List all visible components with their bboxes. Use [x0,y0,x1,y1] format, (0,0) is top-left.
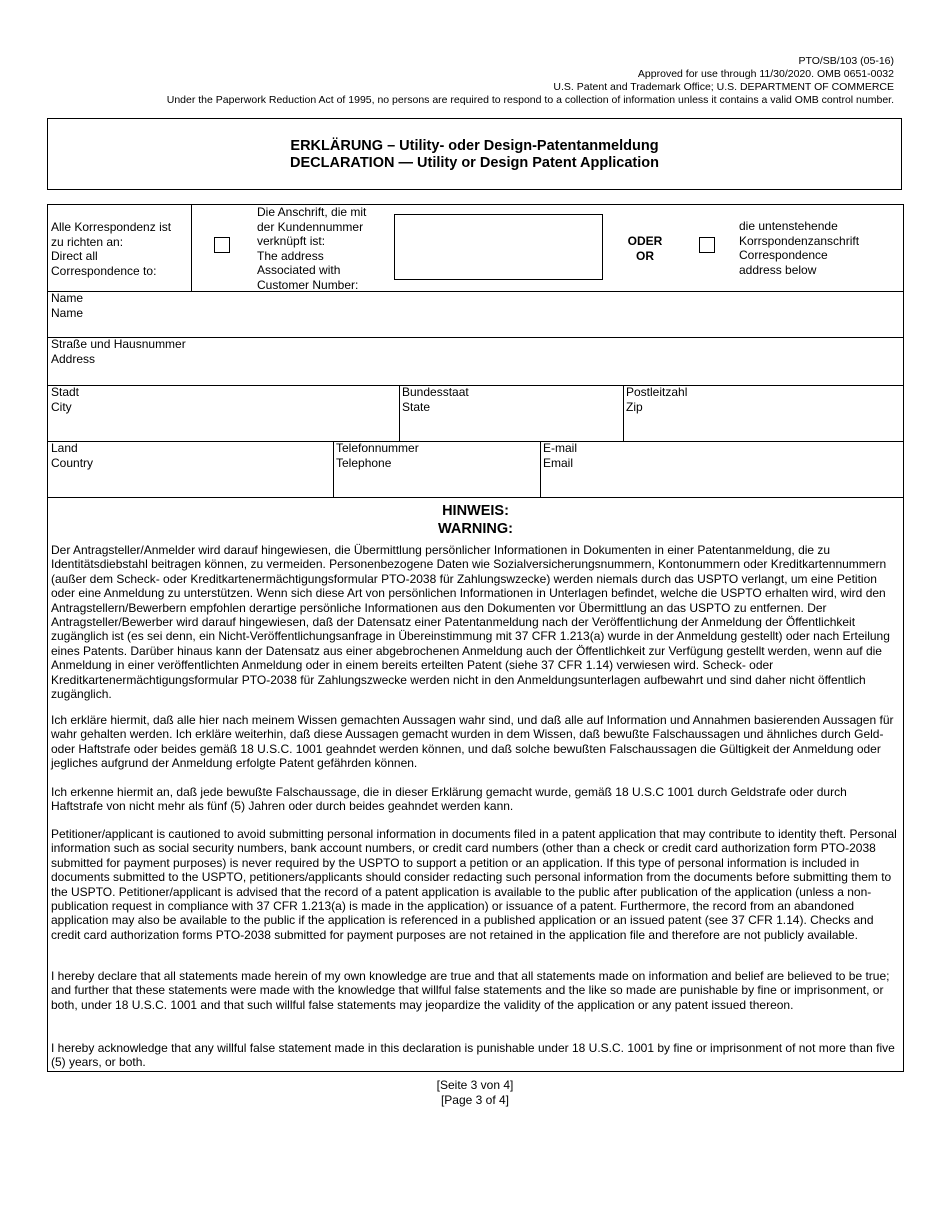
customer-number-input[interactable] [394,214,603,280]
address-field[interactable]: Straße und Hausnummer Address [51,337,186,366]
row-divider [48,291,903,292]
customer-number-label: Die Anschrift, die mit der Kundennummer verknüpft ist: The address Associated with Customer Number: [257,205,367,292]
warning-title: HINWEIS: WARNING: [438,503,513,537]
or-label: ODER OR [627,234,663,263]
city-field[interactable]: Stadt City [51,385,80,414]
divider [399,385,400,441]
address-below-label: die untenstehende Korrspondenzanschrift Correspondence address below [739,219,860,277]
row-divider [48,497,903,498]
form-number: PTO/SB/103 (05-16) [798,55,894,67]
name-field[interactable]: Name Name [51,291,84,320]
acknowledgement-paragraph-de: Ich erkenne hiermit an, daß jede bewußte Falschaussage, die in dieser Erklärung gemacht wurde, gemäß 18 U.S.C 1001 durch Geldstrafe oder durch Haftstrafe von nicht mehr als fünf (5) Jahren oder durch beides geahndet werden kann. [51,785,847,814]
warning-paragraph-de-1: Der Antragsteller/Anmelder wird darauf hingewiesen, die Übermittlung persönlicher Informationen in Dokumenten in einer Patentanmeldung, die zu Identitätsdiebstahl beitragen können, zu vermeiden. Personenbezogene Daten wie Sozialversicherungsnummern, Kontonummern oder Kreditkartennummern (außer dem Scheck- oder Kreditkartenermächtigungsformular PTO-2038 für Zahlungswzecke) werden niemals durch das USPTO verlangt, um eine Petition oder eine Anmeldung zu unterstützen. Wenn sich diese Art von persönlichen Informationen in Unterlagen befindet, welche die USPTO erhalten wird, wird den Antragstellern/Bewerbern empfohlen derartige persönliche Informationen aus den Dokumenten vor Übermittlung an das USPTO zu entfernen. Der Antragsteller/Bewerber wird darauf hingewiesen, daß der Datensatz einer Patentanmeldung nach der Veröffentlichung der Anmeldung der Öffentlichkeit zugänglich ist (es sei denn, ein Nicht-Veröffentlichungsanfrage in Übereinstimmung mit 37 CFR 1.213(a) wurde in der Anmeldung gestellt) oder nach Erteilung eines Patents. Darüber hinaus kann der Datensatz aus einer abgebrochenen Anmeldung auch der Öffentlichkeit zur Verfügung gestellt werden, wenn auf die Anmeldung in einer veröffentlichten Anmeldung oder in einem bereits erteilten Patent (siehe 37 CFR 1.14) verwiesen wird. Scheck- oder Kreditkartenermächtigungsformular PTO-2038 für Zahlungszwecke werden nicht in den Anmeldungsunterlagen aufbewahrt und sind daher nicht öffentlich zugänglich. [51,543,890,702]
title-english: DECLARATION — Utility or Design Patent Application [290,155,659,171]
row-divider [48,385,903,386]
agency-line: U.S. Patent and Trademark Office; U.S. DEPARTMENT OF COMMERCE [553,81,894,93]
state-field[interactable]: Bundesstaat State [402,385,469,414]
divider [623,385,624,441]
acknowledgement-paragraph-en: I hereby acknowledge that any willful false statement made in this declaration is punishable under 18 U.S.C. 1001 by fine or imprisonment of not more than five (5) years, or both. [51,1041,895,1070]
omb-approval: Approved for use through 11/30/2020. OMB 0651-0032 [637,68,894,80]
title-german: ERKLÄRUNG – Utility- oder Design-Patentanmeldung [290,138,659,154]
divider [191,205,192,291]
divider [333,441,334,497]
email-field[interactable]: E-mail Email [543,441,578,470]
declaration-paragraph-en: I hereby declare that all statements made herein of my own knowledge are true and that all statements made on information and belief are believed to be true; and further that these statements were made with the knowledge that willful false statements and the like so made are punishable by fine or imprisonment, or both, under 18 U.S.C. 1001 and that such willful false statements may jeopardize the validity of the application or any patent issued thereon. [51,969,890,1012]
warning-paragraph-en: Petitioner/applicant is cautioned to avoid submitting personal information in documents filed in a patent application that may contribute to identity theft. Personal information such as social security numbers, bank account numbers, or credit card numbers (other than a check or credit card authorization form PTO-2038 submitted for payment purposes) is never required by the USPTO to support a petition or an application. If this type of personal information is included in documents submitted to the USPTO, petitioners/applicants should consider redacting such personal information from the documents before submitting them to the USPTO. Petitioner/applicant is advised that the record of a patent application is available to the public after publication of the application (unless a non-publication request in compliance with 37 CFR 1.213(a) is made in the application) or issuance of a patent. Furthermore, the record from an abandoned application may also be available to the public if the application is referenced in a published application or an issued patent (see 37 CFR 1.14). Checks and credit card authorization forms PTO-2038 submitted for payment purposes are not retained in the application file and therefore are not publicly available. [51,827,897,942]
direct-correspondence-label: Alle Korrespondenz ist zu richten an: Direct all Correspondence to: [51,220,172,278]
title-box [47,118,902,190]
telephone-field[interactable]: Telefonnummer Telephone [336,441,419,470]
form-header [167,55,894,107]
declaration-form [47,204,904,1072]
address-below-checkbox[interactable] [699,237,715,253]
declaration-paragraph-de: Ich erkläre hiermit, daß alle hier nach meinem Wissen gemachten Aussagen wahr sind, und daß alle auf Information und Annahmen basierenden Aussagen für wahr gehalten werden. Ich erkläre weiterhin, daß diese Aussagen gemacht wurden in dem Wissen, daß bewußte Falschaussagen und ähnliches durch Geld- oder Haftstrafe oder beides gemäß 18 U.S.C. 1001 geahndet werden können, und daß solche bewußten Falschaussagen die Gültigkeit der Anmeldung oder jegliches aufgrund der Anmeldung erfolgte Patent gefährden können. [51,713,894,771]
customer-number-checkbox[interactable] [214,237,230,253]
page-number-en: [Page 3 of 4] [440,1092,510,1107]
country-field[interactable]: Land Country [51,441,94,470]
zip-field[interactable]: Postleitzahl Zip [626,385,688,414]
divider [540,441,541,497]
paperwork-notice: Under the Paperwork Reduction Act of 1995, no persons are required to respond to a collection of information unless it contains a valid OMB control number. [166,94,894,106]
page-footer [0,1078,950,1107]
row-divider [48,441,903,442]
page-number-de: [Seite 3 von 4] [436,1078,514,1092]
